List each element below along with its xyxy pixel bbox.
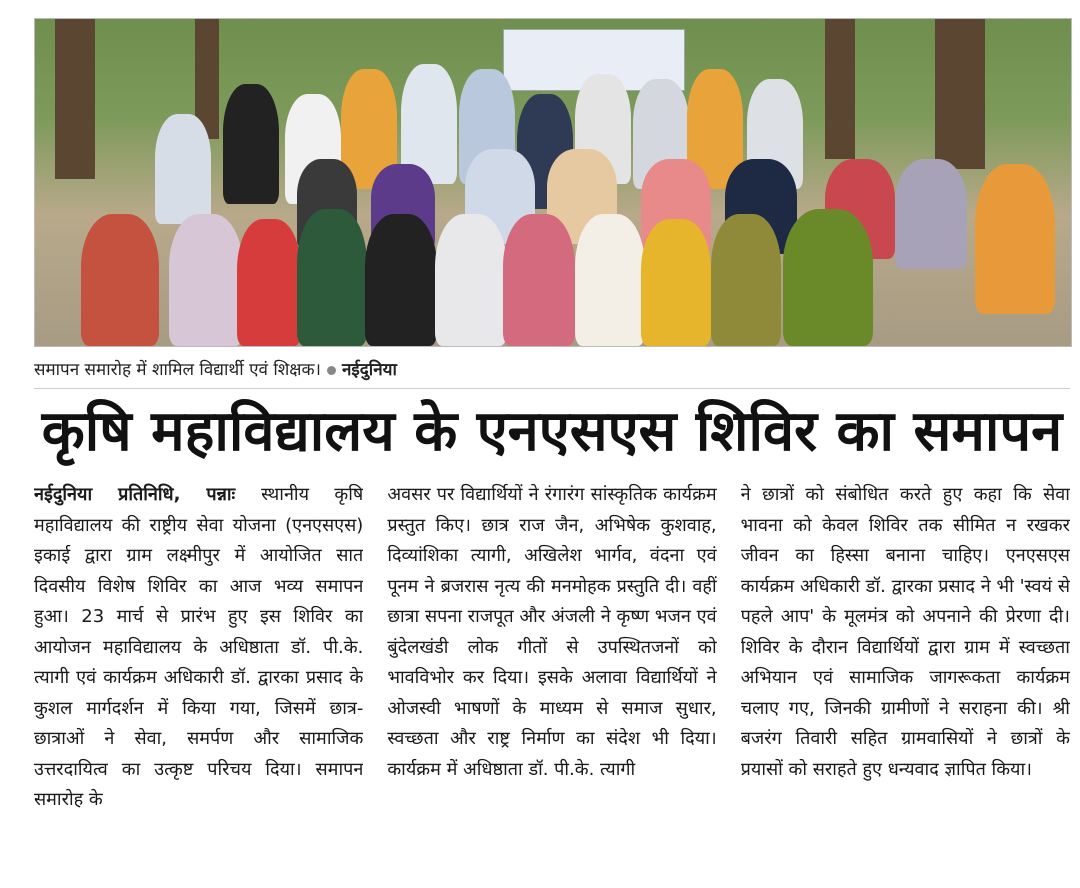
person-figure [783,209,873,346]
person-figure [503,214,575,346]
caption-source: नईदुनिया [341,360,397,380]
person-figure [237,219,301,346]
person-figure [297,209,367,346]
person-figure [641,219,711,346]
article-byline: नईदुनिया प्रतिनिधि, पन्नाः [34,484,262,505]
person-figure [81,214,159,346]
person-figure [975,164,1055,314]
tree-trunk [55,19,95,179]
article-body [34,480,1070,880]
person-figure [365,214,437,346]
tree-trunk [825,19,855,159]
article-column-2: अवसर पर विद्यार्थियों ने रंगारंग सांस्कृतिक कार्यक्रम प्रस्तुत किए। छात्र राज जैन, अभिषेक कुशवाह, दिव्यांशिका त्यागी, अखिलेश भार्गव, वंदना एवं पूनम ने ब्रजरास नृत्य की मनमोहक प्रस्तुति दी। वहीं छात्रा सपना राजपूत और अंजली ने कृष्ण भजन एवं बुंदेलखंडी लोक गीतों से उपस्थितजनों को भावविभोर कर दिया। इसके अलावा विद्यार्थियों ने ओजस्वी भाषणों के माध्यम से समाज सुधार, स्वच्छता और राष्ट्र निर्माण का संदेश भी दिया। कार्यक्रम में अधिष्ठाता डॉ. पी.के. त्यागी [387,484,717,780]
person-figure [895,159,967,269]
person-figure [223,84,279,204]
person-figure [169,214,243,346]
person-figure [575,214,645,346]
caption-text: समापन समारोह में शामिल विद्यार्थी एवं शिक्षक। [34,360,321,380]
person-figure [711,214,781,346]
person-figure [155,114,211,224]
article-column-1 [34,480,363,880]
article-column-1-text: स्थानीय कृषि महाविद्यालय की राष्ट्रीय सेवा योजना (एनएसएस) इकाई द्वारा ग्राम लक्ष्मीपुर में आयोजित सात दिवसीय विशेष शिविर का आज भव्य समापन हुआ। 23 मार्च से प्रारंभ हुए इस शिविर का आयोजन महाविद्यालय के अधिष्ठाता डॉ. पी.के. त्यागी एवं कार्यक्रम अधिकारी डॉ. द्वारका प्रसाद के कुशल मार्गदर्शन में किया गया, जिसमें छात्र-छात्राओं ने सेवा, समर्पण और सामाजिक उत्तरदायित्व का उत्कृष्ट परिचय दिया। समापन समारोह के [34,484,364,810]
group-photo [34,18,1072,347]
photo-caption [34,355,1070,385]
divider [34,388,1070,389]
article-headline: कृषि महाविद्यालय के एनएसएस शिविर का समापन [41,399,1063,464]
article-column-3: ने छात्रों को संबोधित करते हुए कहा कि सेवा भावना को केवल शिविर तक सीमित न रखकर जीवन का हिस्सा बनाना चाहिए। एनएसएस कार्यक्रम अधिकारी डॉ. द्वारका प्रसाद ने भी 'स्वयं से पहले आप' के मूलमंत्र को अपनाने की प्रेरणा दी। शिविर के दौरान विद्यार्थियों द्वारा ग्राम में स्वच्छता अभियान एवं सामाजिक जागरूकता कार्यक्रम चलाए गए, जिनकी ग्रामीणों ने सराहना की। श्री बजरंग तिवारी सहित ग्रामवासियों ने छात्रों के प्रयासों को सराहते हुए धन्यवाद ज्ञापित किया। [740,484,1070,780]
bullet-icon [327,366,336,375]
tree-trunk [935,19,985,169]
person-figure [435,214,507,346]
